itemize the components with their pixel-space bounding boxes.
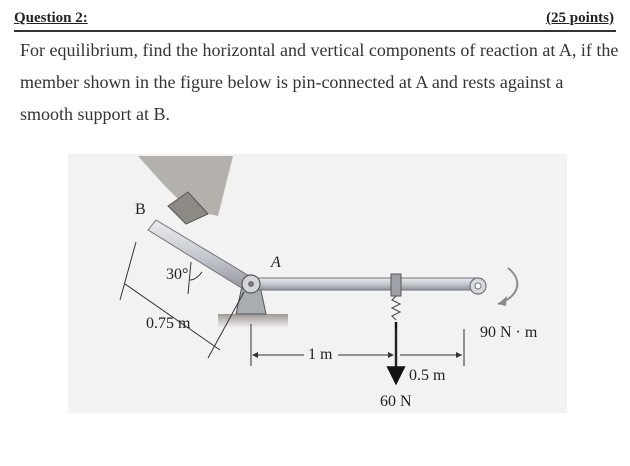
- label-length-05m: 0.5 m: [409, 367, 446, 384]
- question-points: (25 points): [546, 10, 614, 26]
- label-angle: 30°: [166, 266, 189, 283]
- moment-arrow: [498, 268, 517, 304]
- question-header: [14, 8, 616, 32]
- label-a: A: [271, 254, 281, 271]
- dim-075-extension-top: [120, 242, 136, 300]
- angle-reference-line: [188, 262, 191, 294]
- label-b: B: [135, 201, 146, 218]
- figure-drawing: [68, 154, 567, 413]
- label-length-arm: 0.75 m: [146, 315, 191, 332]
- label-force: 60 N: [380, 393, 412, 410]
- inclined-arm: [148, 220, 256, 292]
- label-length-1m: 1 m: [308, 346, 333, 363]
- problem-figure: [68, 154, 567, 413]
- question-title: Question 2:: [14, 10, 88, 26]
- label-moment: 90 N · m: [480, 324, 538, 341]
- load-clamp: [391, 274, 401, 296]
- horizontal-member: [250, 278, 475, 290]
- load-spring: [392, 296, 400, 320]
- problem-statement: For equilibrium, find the horizontal and vertical components of reaction at A, if the member shown in the figure below is pin-connected at A and rests against a smooth support at B.: [20, 40, 619, 124]
- angle-arc: [190, 272, 202, 280]
